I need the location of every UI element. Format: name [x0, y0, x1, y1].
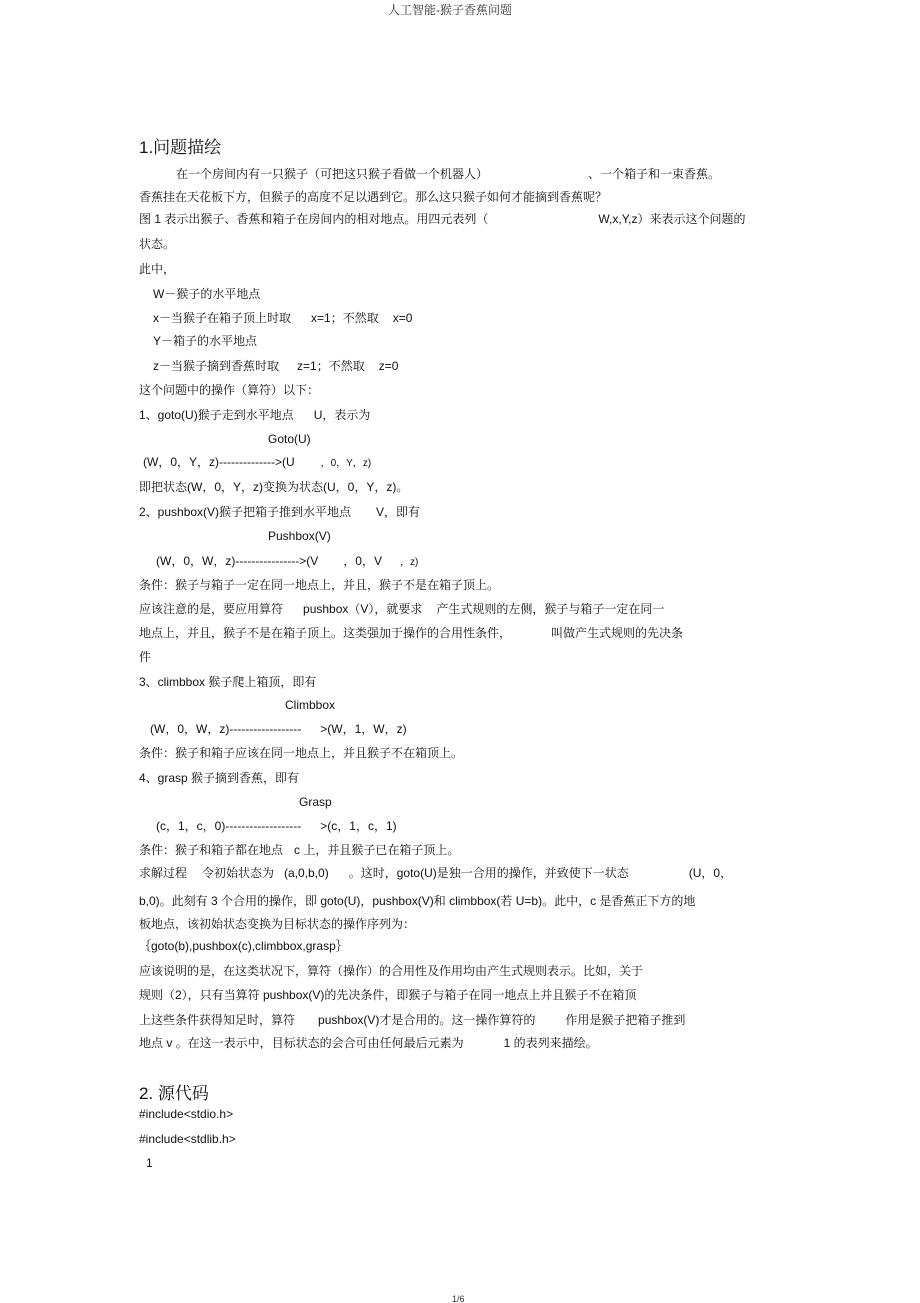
definition-line — [153, 310, 412, 326]
paragraph-text: 应该说明的是，在这类状况下，算符（操作）的合用性及作用均由产生式规则表示。比如，关于 — [139, 964, 644, 978]
rule-label: Goto(U) — [268, 432, 311, 446]
code-line: 1 — [146, 1156, 153, 1170]
section-title: 1.问题描绘 — [139, 138, 222, 157]
rule-label: Grasp — [299, 795, 332, 809]
paragraph-text: 叫做产生式规则的先决条 — [551, 626, 684, 640]
rule: (W，0，Y，z)-------------->(U — [143, 455, 295, 469]
paragraph-text: 香蕉挂在天花板下方，但猴子的高度不足以遇到它。那么这只猴子如何才能摘到香蕉呢？ — [139, 190, 608, 204]
page-number: 1/6 — [452, 1294, 465, 1303]
paragraph-line — [139, 601, 664, 617]
operator-heading: V，即有 — [376, 505, 421, 519]
rule-line — [143, 454, 371, 472]
condition: 条件：猴子和箱子都在地点 — [139, 843, 284, 857]
definition-line — [153, 358, 398, 374]
paragraph-text: 应该注意的是，要应用算符 — [139, 602, 284, 616]
operator-heading: 1、goto(U)猴子走到水平地点 — [139, 408, 294, 422]
definition: x－当猴子在箱子顶上时取 — [153, 311, 292, 325]
operation-sequence: ｛goto(b),pushbox(c),climbbox,grasp｝ — [139, 939, 348, 953]
operator-heading: 2、pushbox(V)猴子把箱子推到水平地点 — [139, 505, 352, 519]
paragraph-text: 这个问题中的操作（算符）以下： — [139, 383, 320, 397]
operator-heading-line — [139, 504, 420, 520]
rule: ，0，V — [343, 554, 382, 568]
condition: 条件：猴子与箱子一定在同一地点上，并且，猴子不是在箱子顶上。 — [139, 578, 500, 592]
paragraph-text: 图 1 表示出猴子、香蕉和箱子在房间内的相对地点。用四元表列（ — [139, 212, 489, 226]
page-header: 人工智能-猴子香蕉问题 — [388, 3, 512, 17]
paragraph-text: 状态。 — [139, 237, 176, 251]
paragraph-text: 在一个房间内有一只猴子（可把这只猴子看做一个机器人） — [176, 167, 489, 181]
paragraph-text: 即把状态(W，0，Y，z)变换为状态(U，0，Y，z)。 — [139, 480, 409, 494]
definition: x=1；不然取 — [311, 311, 379, 325]
paragraph-line — [139, 625, 683, 641]
definition: Y－箱子的水平地点 — [153, 334, 258, 348]
operator-heading-line — [139, 407, 370, 423]
paragraph-line — [139, 211, 745, 227]
rule-line — [150, 721, 407, 737]
paragraph-text: (U，0， — [688, 866, 733, 880]
paragraph-text: b,0)。此刻有 3 个合用的操作，即 goto(U)，pushbox(V)和 climbbox(若 U=b)。此中，c 是香蕉正下方的地 — [139, 894, 696, 908]
definition: z－当猴子摘到香蕉时取 — [153, 359, 280, 373]
paragraph-line — [139, 1035, 598, 1051]
definition: W－猴子的水平地点 — [153, 287, 261, 301]
paragraph-text: 求解过程 — [139, 866, 188, 880]
rule: (W，0，W，z)------------------ — [150, 722, 302, 736]
rule: (W，0，W，z)---------------->(V — [156, 554, 319, 568]
paragraph-text: 地点上，并且，猴子不是在箱子顶上。这类强加于操作的合用性条件， — [139, 626, 512, 640]
paragraph-text: pushbox（V），就要求 — [303, 602, 423, 616]
operator-heading: 3、climbbox 猴子爬上箱顶，即有 — [139, 675, 317, 689]
definition: x=0 — [392, 311, 413, 325]
paragraph-text: 。这时，goto(U)是独一合用的操作，并致使下一状态 — [348, 866, 629, 880]
paragraph-text: 、一个箱子和一束香蕉。 — [588, 167, 721, 181]
paragraph-text: 产生式规则的左侧，猴子与箱子一定在同一 — [436, 602, 665, 616]
paragraph-text: 作用是猴子把箱子推到 — [565, 1013, 686, 1027]
rule: >(c，1，c，1) — [320, 819, 397, 833]
code-line: #include<stdlib.h> — [139, 1132, 236, 1146]
rule-line — [156, 818, 397, 834]
code-line: #include<stdio.h> — [139, 1107, 234, 1121]
paragraph-text: (a,0,b,0) — [284, 866, 329, 880]
paragraph-text: 件 — [139, 650, 152, 664]
paragraph-text: 规则（2），只有当算符 pushbox(V)的先决条件，即猴子与箱子在同一地点上并且猴子不在箱顶 — [139, 988, 637, 1002]
definition: z=0 — [378, 359, 399, 373]
paragraph-text: 此中， — [139, 262, 176, 276]
condition-line — [139, 842, 459, 858]
rule: >(W，1，W，z) — [320, 722, 407, 736]
paragraph-line — [139, 865, 732, 881]
paragraph-text: 板地点，该初始状态变换为目标状态的操作序列为： — [139, 917, 416, 931]
rule-label: Pushbox(V) — [268, 529, 331, 543]
definition: z=1；不然取 — [297, 359, 365, 373]
paragraph-text: pushbox(V)才是合用的。这一操作算符的 — [318, 1013, 536, 1027]
paragraph-text: 地点 v 。在这一表示中，目标状态的会合可由任何最后元素为 — [139, 1036, 464, 1050]
paragraph-text: 上这些条件获得知足时，算符 — [139, 1013, 296, 1027]
paragraph-text: 1 的表列来描绘。 — [503, 1036, 598, 1050]
paragraph-text: 令初始状态为 — [202, 866, 275, 880]
section-title: 2. 源代码 — [139, 1084, 209, 1103]
operator-heading: U，表示为 — [313, 408, 371, 422]
rule: (c，1，c，0)------------------- — [156, 819, 302, 833]
condition: c 上，并且猴子已在箱子顶上。 — [294, 843, 460, 857]
condition: 条件：猴子和箱子应该在同一地点上，并且猴子不在箱顶上。 — [139, 746, 464, 760]
rule-label: Climbbox — [285, 698, 336, 712]
operator-heading: 4、grasp 猴子摘到香蕉，即有 — [139, 771, 300, 785]
paragraph-text: W,x,Y,z）来表示这个问题的 — [598, 212, 746, 226]
paragraph-line — [139, 1012, 685, 1028]
paragraph-line — [176, 166, 720, 182]
rule: ，z) — [399, 557, 419, 568]
rule-line — [156, 553, 418, 571]
rule: ，0，Y，z) — [320, 458, 372, 469]
